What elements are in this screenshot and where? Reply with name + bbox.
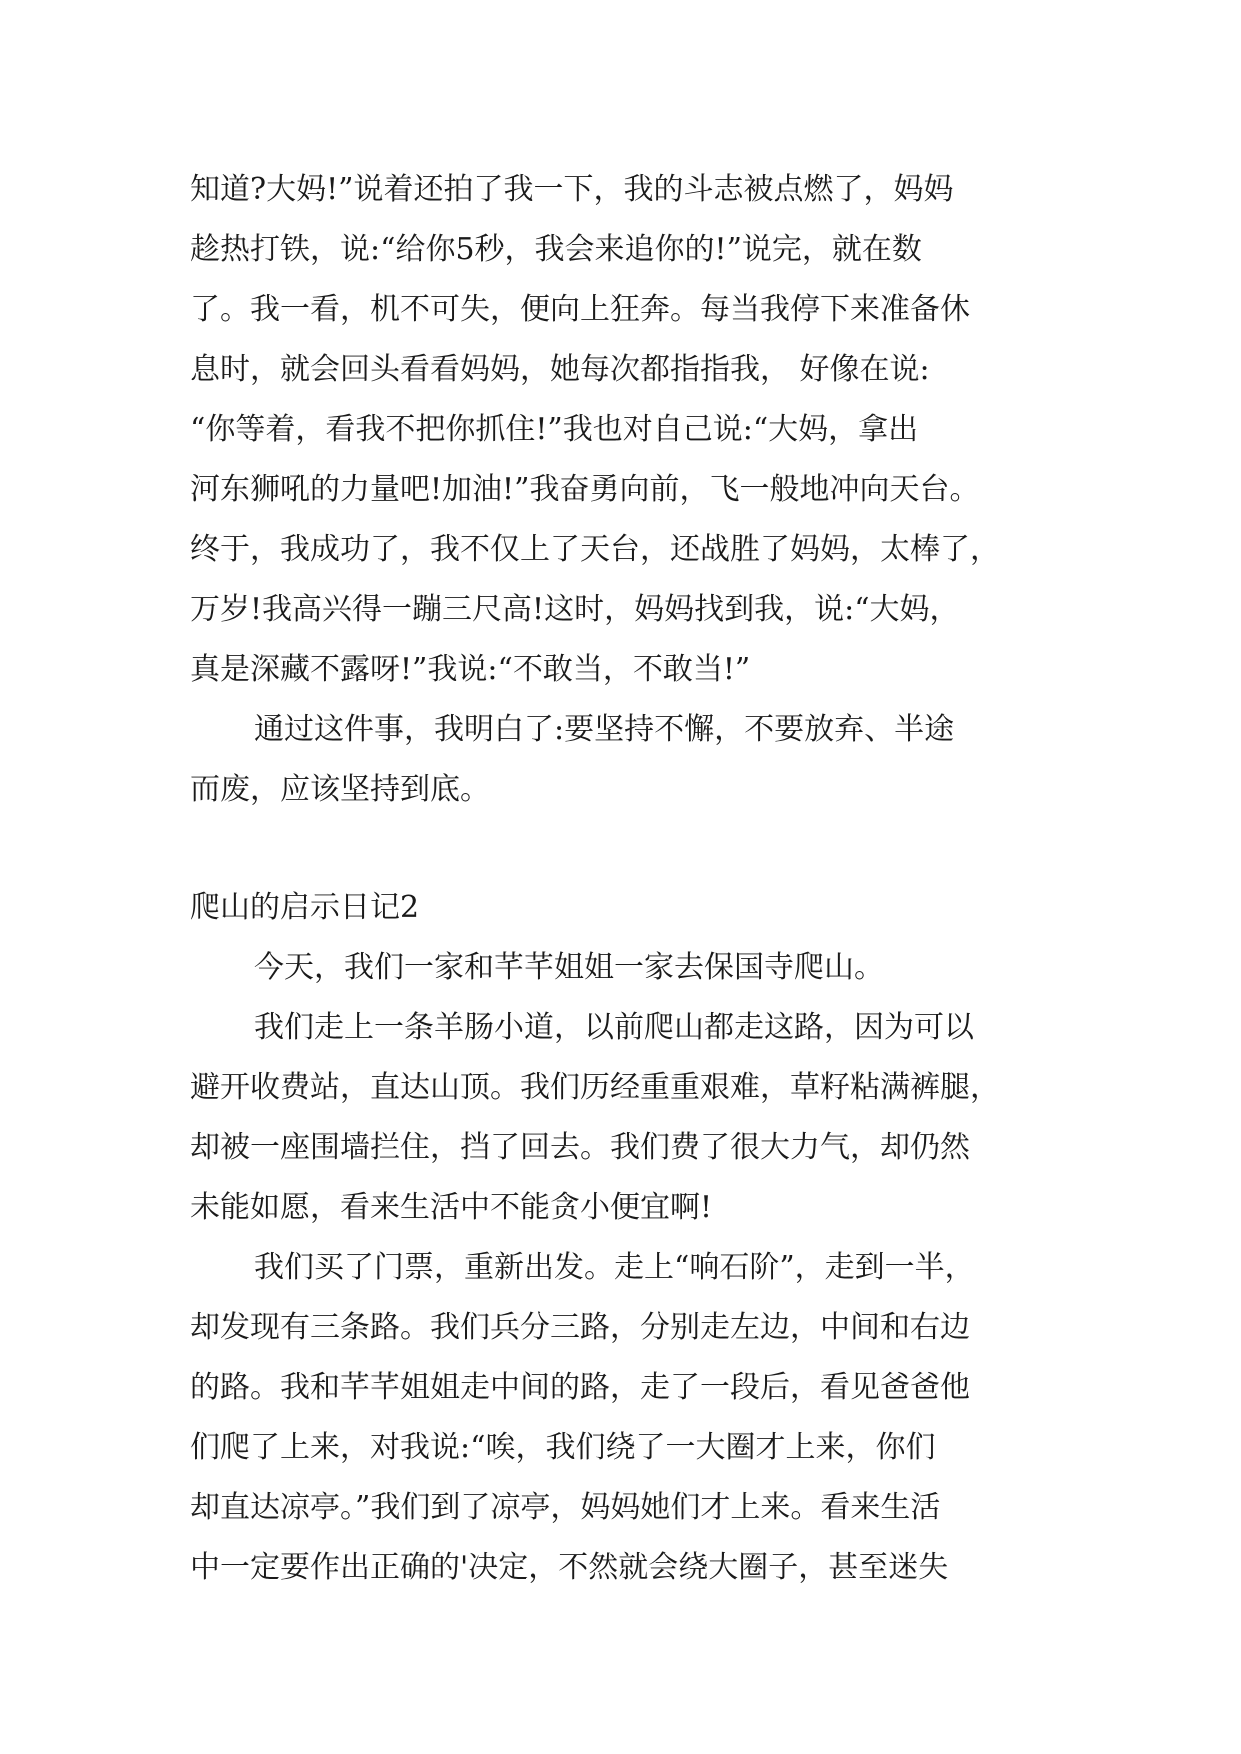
paragraph [190, 998, 1060, 1238]
text-line: 万岁!我高兴得一蹦三尺高!这时，妈妈找到我，说:“大妈， [190, 592, 960, 627]
document-body [190, 160, 1060, 1598]
text-line: 却发现有三条路。我们兵分三路，分别走左边，中间和右边 [190, 1310, 970, 1345]
text-line: 而废，应该坚持到底。 [190, 772, 490, 807]
text-line: 趁热打铁，说:“给你5秒，我会来追你的!”说完，就在数 [190, 232, 922, 267]
text-line: “你等着，看我不把你抓住!”我也对自己说:“大妈，拿出 [190, 412, 919, 447]
text-line: 真是深藏不露呀!”我说:“不敢当，不敢当!” [190, 652, 751, 687]
text-line: 却被一座围墙拦住，挡了回去。我们费了很大力气，却仍然 [190, 1130, 970, 1165]
text-line: 息时，就会回头看看妈妈，她每次都指指我， 好像在说: [190, 352, 930, 387]
paragraph [190, 1238, 1060, 1598]
paragraph [190, 700, 1060, 820]
text-line: 知道?大妈!”说着还拍了我一下，我的斗志被点燃了，妈妈 [190, 172, 954, 207]
text-line: 终于，我成功了，我不仅上了天台，还战胜了妈妈，太棒了， [190, 532, 1000, 567]
text-line: 避开收费站，直达山顶。我们历经重重艰难，草籽粘满裤腿， [190, 1070, 1000, 1105]
text-line: 未能如愿，看来生活中不能贪小便宜啊! [190, 1190, 713, 1225]
text-line: 我们走上一条羊肠小道，以前爬山都走这路，因为可以 [254, 1010, 974, 1045]
text-line: 们爬了上来，对我说:“唉，我们绕了一大圈才上来，你们 [190, 1430, 936, 1465]
text-line: 中一定要作出正确的'决定，不然就会绕大圈子，甚至迷失 [190, 1550, 949, 1585]
text-line: 我们买了门票，重新出发。走上“响石阶”，走到一半， [254, 1250, 975, 1285]
text-line: 了。我一看，机不可失，便向上狂奔。每当我停下来准备休 [190, 292, 970, 327]
text-line: 河东狮吼的力量吧!加油!”我奋勇向前，飞一般地冲向天台。 [190, 472, 980, 507]
section-title: 爬山的启示日记2 [190, 890, 420, 925]
text-line: 今天，我们一家和芊芊姐姐一家去保国寺爬山。 [254, 950, 884, 985]
text-line: 的路。我和芊芊姐姐走中间的路，走了一段后，看见爸爸他 [190, 1370, 970, 1405]
text-line: 却直达凉亭。”我们到了凉亭，妈妈她们才上来。看来生活 [190, 1490, 941, 1525]
paragraph [190, 160, 1060, 700]
paragraph [190, 938, 1060, 998]
text-line: 通过这件事，我明白了:要坚持不懈，不要放弃、半途 [254, 712, 955, 747]
